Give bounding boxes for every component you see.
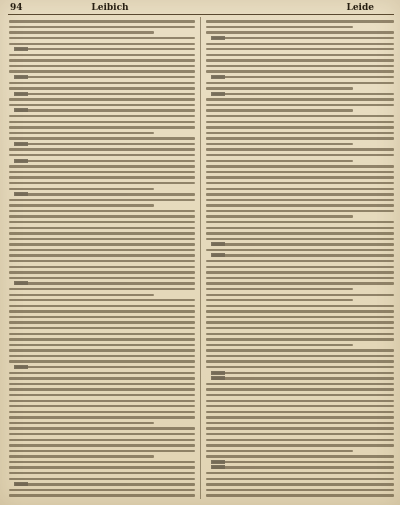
- text-line: [9, 59, 195, 61]
- text-line: [206, 204, 394, 206]
- text-line: [206, 126, 394, 128]
- text-line: [9, 188, 154, 190]
- text-line: [206, 355, 394, 357]
- text-line: [206, 193, 394, 195]
- text-line: [206, 148, 394, 150]
- text-line: [9, 377, 195, 379]
- text-line: [206, 282, 394, 284]
- text-line: [15, 93, 195, 95]
- text-line: [9, 31, 154, 33]
- text-line: [15, 143, 195, 145]
- text-line: [206, 20, 394, 22]
- text-line: [9, 355, 195, 357]
- text-line: [9, 65, 195, 67]
- header-rule: [8, 14, 394, 15]
- text-line: [206, 182, 394, 184]
- text-line: [9, 427, 195, 429]
- text-line: [9, 171, 195, 173]
- text-line: [206, 277, 394, 279]
- text-line: [15, 76, 195, 78]
- text-line: [206, 271, 394, 273]
- text-line: [9, 132, 154, 134]
- text-line: [212, 243, 394, 245]
- text-line: [206, 383, 394, 385]
- text-line: [206, 249, 394, 251]
- text-line: [212, 466, 394, 468]
- text-line: [9, 494, 195, 496]
- text-line: [9, 316, 195, 318]
- text-line: [206, 349, 394, 351]
- text-line: [212, 37, 394, 39]
- text-line: [206, 444, 394, 446]
- text-line: [9, 126, 195, 128]
- text-line: [206, 483, 394, 485]
- text-line: [9, 54, 195, 56]
- text-line: [9, 176, 195, 178]
- text-line: [9, 472, 195, 474]
- text-line: [9, 344, 195, 346]
- text-line: [9, 210, 195, 212]
- text-line: [9, 333, 195, 335]
- text-line: [206, 450, 353, 452]
- text-line: [206, 427, 394, 429]
- text-line: [206, 188, 394, 190]
- text-line: [9, 416, 195, 418]
- text-line: [9, 405, 195, 407]
- text-line: [9, 422, 154, 424]
- text-line: [206, 26, 353, 28]
- text-line: [206, 310, 394, 312]
- text-line: [9, 43, 195, 45]
- column-divider: [200, 17, 201, 499]
- text-line: [15, 109, 195, 111]
- text-line: [9, 305, 195, 307]
- text-line: [206, 160, 353, 162]
- text-line: [9, 249, 195, 251]
- text-line: [9, 478, 195, 480]
- text-line: [9, 182, 195, 184]
- left-headword: Leibich: [91, 3, 129, 13]
- text-line: [9, 455, 154, 457]
- text-line: [9, 204, 154, 206]
- text-line: [206, 338, 394, 340]
- text-line: [206, 294, 394, 296]
- text-line: [206, 416, 394, 418]
- text-line: [15, 366, 195, 368]
- text-line: [9, 148, 195, 150]
- text-line: [206, 104, 394, 106]
- text-line: [206, 115, 394, 117]
- text-line: [9, 338, 195, 340]
- text-line: [9, 137, 195, 139]
- text-line: [9, 388, 195, 390]
- text-line: [212, 76, 394, 78]
- text-line: [206, 366, 394, 368]
- text-line: [9, 444, 195, 446]
- text-line: [206, 238, 394, 240]
- text-line: [9, 466, 195, 468]
- left-column: [9, 17, 195, 501]
- text-line: [206, 360, 394, 362]
- text-line: [206, 327, 394, 329]
- text-line: [206, 388, 394, 390]
- text-line: [9, 310, 195, 312]
- text-line: [9, 70, 195, 72]
- text-line: [15, 193, 195, 195]
- text-line: [206, 199, 394, 201]
- text-line: [206, 82, 394, 84]
- text-line: [206, 400, 394, 402]
- text-line: [206, 98, 394, 100]
- text-line: [15, 483, 195, 485]
- text-line: [9, 20, 195, 22]
- text-line: [206, 31, 394, 33]
- text-line: [206, 405, 394, 407]
- text-line: [9, 411, 195, 413]
- text-line: [212, 372, 394, 374]
- text-line: [9, 260, 195, 262]
- right-headword: Leide: [346, 3, 374, 13]
- text-line: [206, 132, 394, 134]
- text-line: [206, 227, 394, 229]
- text-line: [206, 137, 394, 139]
- text-line: [206, 411, 394, 413]
- text-line: [9, 37, 195, 39]
- text-line: [9, 461, 195, 463]
- text-line: [206, 299, 353, 301]
- text-line: [206, 143, 353, 145]
- text-line: [9, 349, 195, 351]
- text-line: [206, 422, 394, 424]
- text-line: [212, 461, 394, 463]
- text-line: [206, 59, 394, 61]
- text-line: [9, 433, 195, 435]
- text-line: [9, 277, 195, 279]
- text-line: [9, 372, 195, 374]
- text-line: [9, 254, 195, 256]
- text-line: [9, 288, 195, 290]
- text-line: [206, 321, 394, 323]
- text-line: [206, 165, 394, 167]
- text-line: [206, 221, 394, 223]
- text-line: [206, 305, 394, 307]
- text-line: [9, 439, 195, 441]
- text-line: [206, 266, 394, 268]
- text-line: [9, 327, 195, 329]
- text-line: [9, 115, 195, 117]
- text-line: [9, 271, 195, 273]
- text-line: [9, 299, 195, 301]
- text-line: [9, 221, 195, 223]
- text-line: [9, 450, 195, 452]
- text-line: [206, 171, 394, 173]
- text-line: [15, 48, 195, 50]
- text-line: [9, 26, 195, 28]
- text-line: [206, 260, 394, 262]
- right-column: [206, 17, 394, 501]
- text-line: [206, 489, 394, 491]
- text-line: [9, 238, 195, 240]
- text-line: [9, 104, 195, 106]
- text-line: [206, 121, 394, 123]
- text-line: [9, 489, 195, 491]
- text-line: [9, 82, 195, 84]
- text-line: [206, 433, 394, 435]
- text-line: [15, 160, 195, 162]
- text-line: [212, 93, 394, 95]
- text-line: [206, 288, 353, 290]
- text-line: [206, 176, 394, 178]
- text-line: [206, 455, 394, 457]
- text-line: [206, 333, 394, 335]
- text-line: [9, 400, 195, 402]
- text-line: [206, 232, 394, 234]
- text-line: [9, 243, 195, 245]
- text-line: [9, 383, 195, 385]
- text-line: [9, 87, 195, 89]
- text-line: [206, 210, 394, 212]
- text-line: [9, 121, 195, 123]
- text-line: [9, 154, 195, 156]
- text-line: [206, 494, 394, 496]
- text-line: [206, 70, 394, 72]
- text-line: [206, 109, 353, 111]
- text-line: [206, 344, 353, 346]
- text-line: [9, 227, 195, 229]
- text-line: [206, 154, 394, 156]
- text-line: [206, 316, 394, 318]
- text-line: [9, 98, 195, 100]
- text-line: [206, 215, 353, 217]
- text-line: [9, 199, 195, 201]
- text-line: [206, 43, 394, 45]
- page-number: 94: [10, 3, 23, 13]
- text-line: [9, 394, 195, 396]
- text-line: [206, 54, 394, 56]
- text-line: [206, 394, 394, 396]
- text-line: [212, 377, 394, 379]
- text-line: [9, 266, 195, 268]
- text-line: [212, 254, 394, 256]
- text-line: [206, 478, 394, 480]
- text-line: [9, 360, 195, 362]
- text-line: [206, 87, 353, 89]
- text-line: [206, 472, 394, 474]
- text-line: [9, 232, 195, 234]
- text-line: [9, 321, 195, 323]
- text-line: [15, 282, 195, 284]
- text-line: [206, 65, 394, 67]
- text-line: [206, 439, 394, 441]
- text-line: [206, 48, 394, 50]
- text-line: [9, 294, 154, 296]
- text-line: [9, 215, 195, 217]
- text-line: [9, 165, 195, 167]
